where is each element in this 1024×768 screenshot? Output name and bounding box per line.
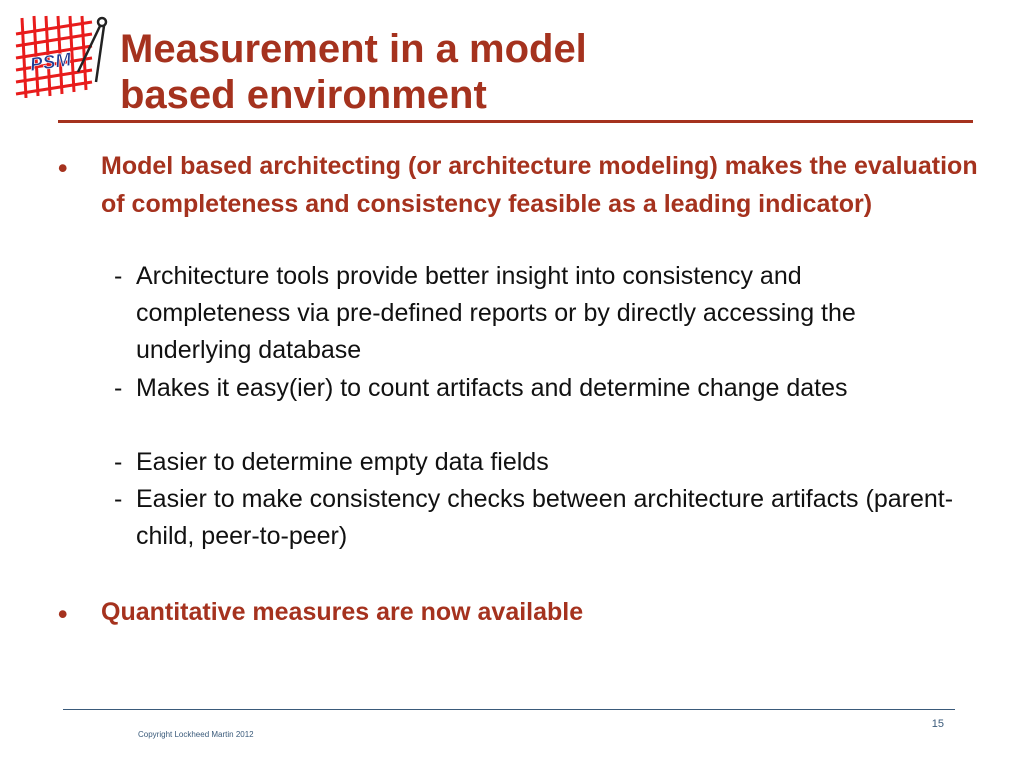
title-underline <box>58 120 973 123</box>
subitem-1-text: Architecture tools provide better insight into consistency and completeness via pre-defined reports or by directly accessing the underlying database <box>136 262 856 364</box>
dash-icon: - <box>114 485 123 513</box>
footer-divider <box>63 709 955 710</box>
bullet-2-text: Quantitative measures are now available <box>101 598 584 626</box>
subitem-3-text: Easier to determine empty data fields <box>136 448 549 476</box>
copyright-text: Copyright Lockheed Martin 2012 <box>138 730 254 739</box>
page-number: 15 <box>931 718 944 730</box>
dash-icon: - <box>114 374 123 402</box>
bullet-1-text: Model based architecting (or architecture modeling) makes the evaluation of completeness and consistency feasible as a leading indicator) <box>101 152 978 218</box>
bullet-icon: • <box>58 599 68 629</box>
slide-title-line-1: Measurement in a model <box>120 27 587 71</box>
bullet-icon: • <box>58 153 68 183</box>
subitem-4-text: Easier to make consistency checks between architecture artifacts (parent-child, peer-to-peer) <box>136 485 954 550</box>
subitem-2-text: Makes it easy(ier) to count artifacts and determine change dates <box>136 374 848 402</box>
dash-icon: - <box>114 448 123 476</box>
dash-icon: - <box>114 262 123 290</box>
slide-title-line-2: based environment <box>120 73 487 117</box>
slide-title <box>120 26 587 118</box>
psm-logo <box>12 14 114 98</box>
logo-text: PSM <box>28 49 73 76</box>
